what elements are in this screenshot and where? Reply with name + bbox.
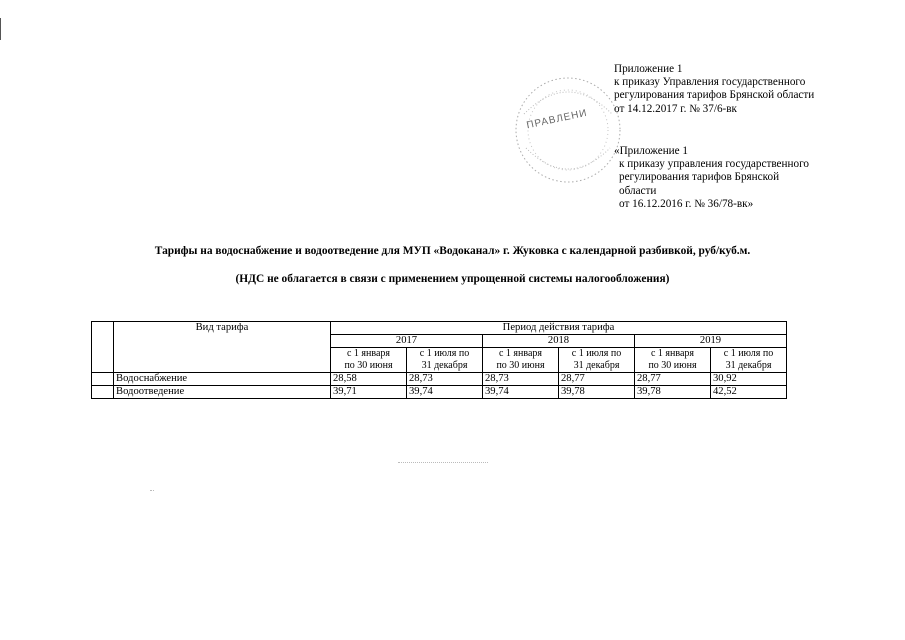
value-cell: 39,78 bbox=[635, 386, 711, 399]
appendix-current bbox=[614, 63, 814, 116]
appendix-current-line2: к приказу Управления государственного bbox=[614, 76, 806, 89]
value-cell: 30,92 bbox=[711, 373, 787, 386]
appendix-previous-line4: области bbox=[619, 184, 657, 197]
appendix-current-line3: регулирования тарифов Брянской области bbox=[614, 89, 815, 102]
table-row bbox=[92, 386, 787, 399]
row-name-cell: Водоснабжение bbox=[114, 373, 331, 386]
value-cell: 42,52 bbox=[711, 386, 787, 399]
scan-artifact bbox=[398, 462, 488, 463]
period-second-half: с 1 июля по 31 декабря bbox=[711, 348, 787, 373]
document-subtitle: (НДС не облагается в связи с применением упрощенной системы налогообложения) bbox=[235, 273, 670, 285]
value-cell: 39,71 bbox=[331, 386, 407, 399]
header-type-cell: Вид тарифа bbox=[114, 322, 331, 373]
appendix-previous-line3: регулирования тарифов Брянской bbox=[619, 171, 780, 184]
period-first-half: с 1 января по 30 июня bbox=[483, 348, 559, 373]
period-second-half: с 1 июля по 31 декабря bbox=[407, 348, 483, 373]
tariff-table bbox=[91, 321, 787, 399]
header-period-cell: Период действия тарифа bbox=[331, 322, 787, 335]
period-second-half: с 1 июля по 31 декабря bbox=[559, 348, 635, 373]
appendix-previous bbox=[614, 145, 809, 211]
value-cell: 28,77 bbox=[559, 373, 635, 386]
value-cell: 28,73 bbox=[483, 373, 559, 386]
scan-artifact bbox=[150, 490, 154, 491]
official-stamp bbox=[512, 74, 624, 186]
row-name-cell: Водоотведение bbox=[114, 386, 331, 399]
table-header-row bbox=[92, 322, 787, 335]
page-edge-mark bbox=[0, 18, 4, 40]
period-first-half: с 1 января по 30 июня bbox=[331, 348, 407, 373]
value-cell: 28,58 bbox=[331, 373, 407, 386]
row-number-cell bbox=[92, 373, 114, 386]
value-cell: 39,78 bbox=[559, 386, 635, 399]
row-number-cell bbox=[92, 386, 114, 399]
value-cell: 28,77 bbox=[635, 373, 711, 386]
appendix-previous-line1: «Приложение 1 bbox=[614, 145, 689, 157]
appendix-current-line4: от 14.12.2017 г. № 37/6-вк bbox=[614, 102, 737, 115]
value-cell: 39,74 bbox=[483, 386, 559, 399]
value-cell: 28,73 bbox=[407, 373, 483, 386]
year-cell: 2019 bbox=[635, 335, 787, 348]
appendix-previous-line5: от 16.12.2016 г. № 36/78-вк» bbox=[619, 197, 754, 210]
table-row bbox=[92, 373, 787, 386]
appendix-current-line1: Приложение 1 bbox=[614, 63, 683, 75]
appendix-previous-line2: к приказу управления государственного bbox=[619, 158, 809, 171]
year-cell: 2018 bbox=[483, 335, 635, 348]
period-first-half: с 1 января по 30 июня bbox=[635, 348, 711, 373]
header-number-cell bbox=[92, 322, 114, 373]
stamp-text: ПРАВЛЕНИ bbox=[525, 107, 589, 132]
value-cell: 39,74 bbox=[407, 386, 483, 399]
year-cell: 2017 bbox=[331, 335, 483, 348]
document-title: Тарифы на водоснабжение и водоотведение для МУП «Водоканал» г. Жуковка с календарной разбивкой, руб/куб.м. bbox=[154, 245, 751, 257]
